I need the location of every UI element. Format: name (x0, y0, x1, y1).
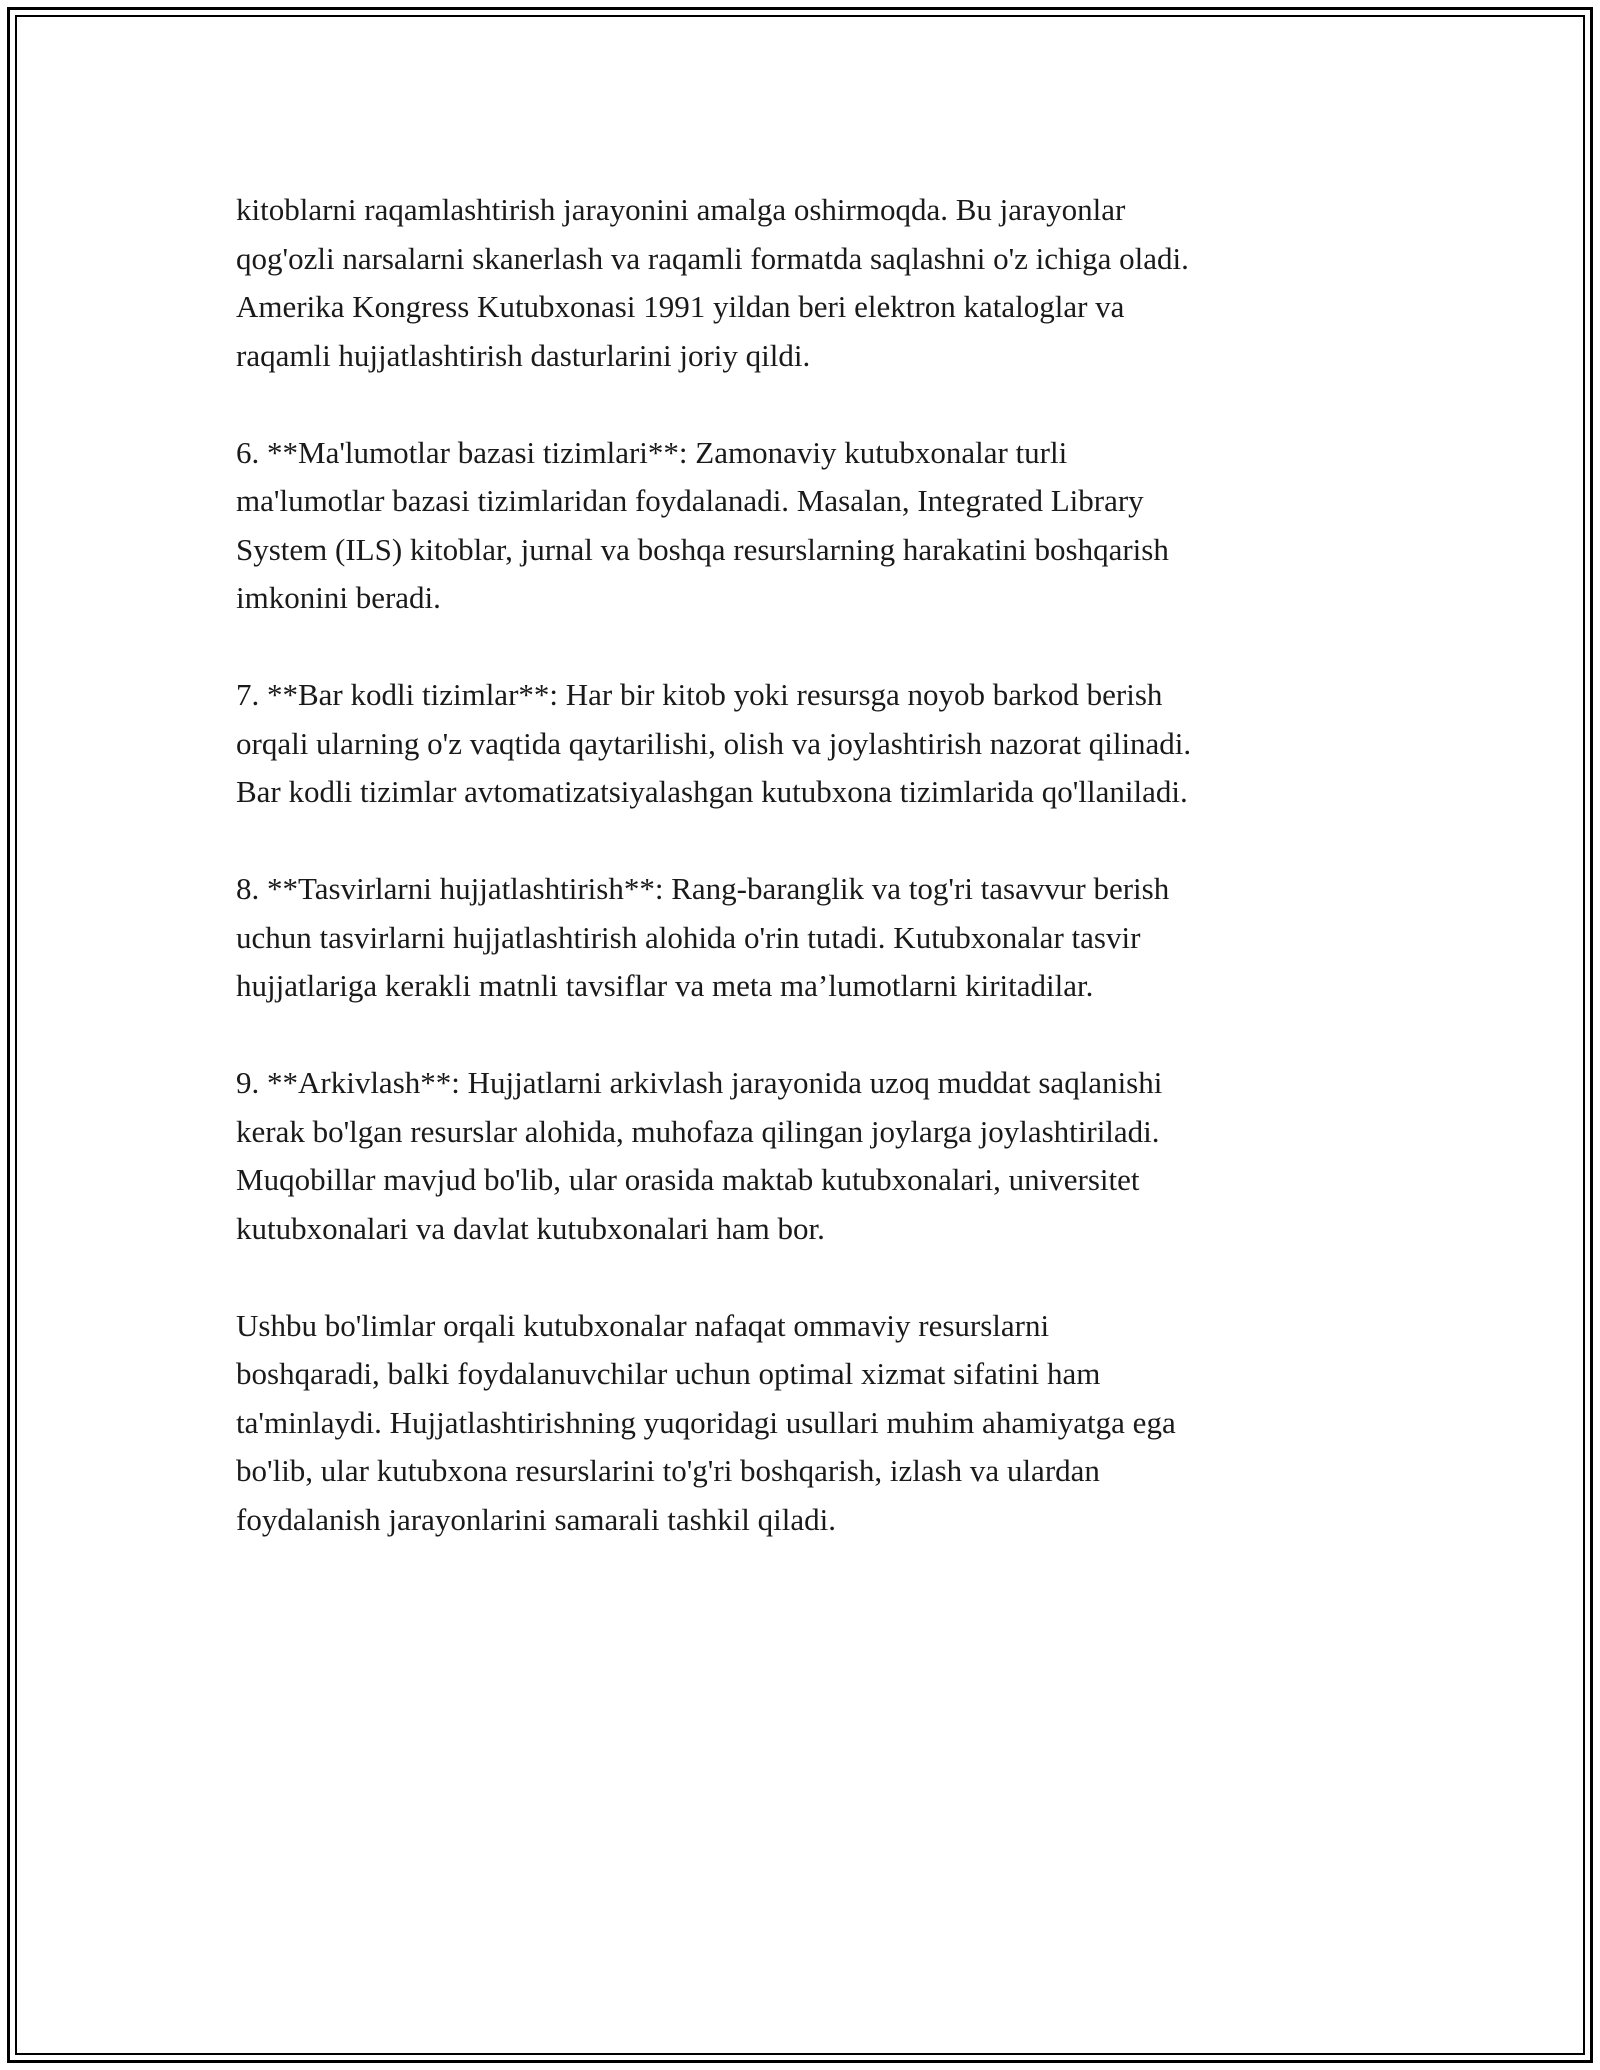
text-line: ta'minlaydi. Hujjatlashtirishning yuqoridagi usullari muhim ahamiyatga ega (236, 1404, 1176, 1440)
text-line: uchun tasvirlarni hujjatlashtirish alohida o'rin tutadi. Kutubxonalar tasvir (236, 919, 1141, 955)
paragraph-archiving (236, 1059, 1386, 1253)
paragraph-conclusion (236, 1302, 1386, 1545)
text-line: raqamli hujjatlashtirish dasturlarini joriy qildi. (236, 337, 811, 373)
text-line: ma'lumotlar bazasi tizimlaridan foydalanadi. Masalan, Integrated Library (236, 483, 1144, 518)
paragraph-image-documentation (236, 865, 1386, 1011)
text-line: Ushbu bo'limlar orqali kutubxonalar nafaqat ommaviy resurslarni (236, 1307, 1050, 1343)
paragraph-barcode-systems (236, 671, 1386, 817)
text-line: imkonini beradi. (236, 580, 441, 615)
text-line: kutubxonalari va davlat kutubxonalari ham bor. (236, 1210, 825, 1246)
text-line: hujjatlariga kerakli matnli tavsiflar va meta ma’lumotlarni kiritadilar. (236, 968, 1094, 1003)
text-line: 6. **Ma'lumotlar bazasi tizimlari**: Zamonaviy kutubxonalar turli (236, 434, 1068, 470)
text-line: foydalanish jarayonlarini samarali tashkil qiladi. (236, 1501, 837, 1537)
text-line: bo'lib, ular kutubxona resurslarini to'g'ri boshqarish, izlash va ulardan (236, 1453, 1100, 1488)
text-line: 7. **Bar kodli tizimlar**: Har bir kitob yoki resursga noyob barkod berish (236, 677, 1163, 712)
text-line: Muqobillar mavjud bo'lib, ular orasida maktab kutubxonalari, universitet (236, 1162, 1140, 1197)
text-line: System (ILS) kitoblar, jurnal va boshqa resurslarning harakatini boshqarish (236, 531, 1169, 567)
text-line: orqali ularning o'z vaqtida qaytarilishi, olish va joylashtirish nazorat qilinadi. (236, 725, 1192, 761)
paragraph-digitization (236, 186, 1386, 380)
text-line: kerak bo'lgan resurslar alohida, muhofaza qilingan joylarga joylashtiriladi. (236, 1113, 1160, 1149)
text-line: qog'ozli narsalarni skanerlash va raqamli formatda saqlashni o'z ichiga oladi. (236, 240, 1189, 276)
paragraph-database-systems (236, 429, 1386, 623)
text-line: 9. **Arkivlash**: Hujjatlarni arkivlash jarayonida uzoq muddat saqlanishi (236, 1065, 1163, 1100)
text-line: Amerika Kongress Kutubxonasi 1991 yildan beri elektron kataloglar va (236, 289, 1125, 324)
text-line: 8. **Tasvirlarni hujjatlashtirish**: Rang-baranglik va tog'ri tasavvur berish (236, 871, 1170, 906)
document-body (236, 186, 1386, 1544)
text-line: kitoblarni raqamlashtirish jarayonini amalga oshirmoqda. Bu jarayonlar (236, 192, 1126, 227)
text-line: boshqaradi, balki foydalanuvchilar uchun optimal xizmat sifatini ham (236, 1356, 1101, 1391)
text-line: Bar kodli tizimlar avtomatizatsiyalashgan kutubxona tizimlarida qo'llaniladi. (236, 774, 1188, 809)
